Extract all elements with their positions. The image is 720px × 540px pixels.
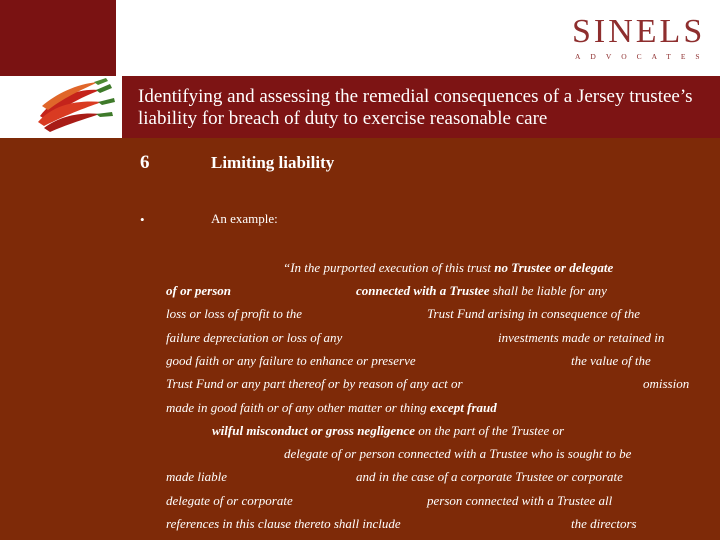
- quote-line: failure depreciation or loss of any: [166, 330, 343, 345]
- chili-pepper-icon: [30, 76, 122, 138]
- quote-line: omission: [643, 376, 690, 391]
- quote-text: on the part of the Trustee or: [414, 423, 565, 438]
- logo-wordmark: SINELS: [572, 13, 706, 50]
- quote-emphasis: wilful misconduct or gross negligence: [212, 423, 415, 438]
- logo-subtitle: ADVOCATES: [575, 52, 710, 61]
- quote-line: references in this clause thereto shall include: [166, 516, 401, 531]
- quote-line: the directors: [571, 516, 637, 531]
- slide-content: [0, 138, 720, 540]
- quote-text: made in good faith or of any other matter or thing: [166, 400, 430, 415]
- title-bar: [122, 76, 720, 138]
- example-label: An example:: [211, 211, 278, 226]
- quote-line: loss or loss of profit to the: [166, 306, 303, 321]
- quote-line: [166, 283, 231, 299]
- quote-line: investments made or retained in: [498, 330, 665, 345]
- quote-line: Trust Fund arising in consequence of the: [427, 306, 641, 321]
- quote-emphasis: except fraud: [429, 400, 497, 415]
- quote-line: delegate of or corporate: [166, 493, 293, 508]
- quote-text: shall be liable for any: [489, 283, 607, 298]
- page-title: Identifying and assessing the remedial consequences of a Jersey trustee’s liability for breach of duty to exercise reasonable care: [138, 86, 693, 129]
- quote-line: person connected with a Trustee all: [427, 493, 613, 508]
- quote-line: good faith or any failure to enhance or preserve: [166, 353, 416, 368]
- header-area: [0, 0, 720, 76]
- quote-line: [212, 423, 564, 439]
- quote-emphasis: of or person: [166, 283, 232, 298]
- quote-text: “In the purported execution of this trust: [283, 260, 495, 275]
- bullet-marker: •: [140, 212, 145, 227]
- quote-line: [166, 400, 497, 416]
- quote-line: [356, 283, 607, 299]
- section-number: 6: [140, 152, 150, 173]
- sinels-logo: [572, 12, 710, 62]
- chili-peppers-image: [30, 76, 122, 138]
- quote-line: [283, 260, 613, 276]
- quote-line: delegate of or person connected with a Trustee who is sought to be: [284, 446, 632, 461]
- section-title: Limiting liability: [211, 153, 335, 172]
- quote-line: made liable: [166, 469, 228, 484]
- quote-line: and in the case of a corporate Trustee or corporate: [356, 469, 623, 484]
- quote-line: Trust Fund or any part thereof or by reason of any act or: [166, 376, 463, 391]
- quote-line: the value of the: [571, 353, 651, 368]
- quote-emphasis: connected with a Trustee: [356, 283, 490, 298]
- quote-emphasis: no Trustee or delegate: [494, 260, 614, 275]
